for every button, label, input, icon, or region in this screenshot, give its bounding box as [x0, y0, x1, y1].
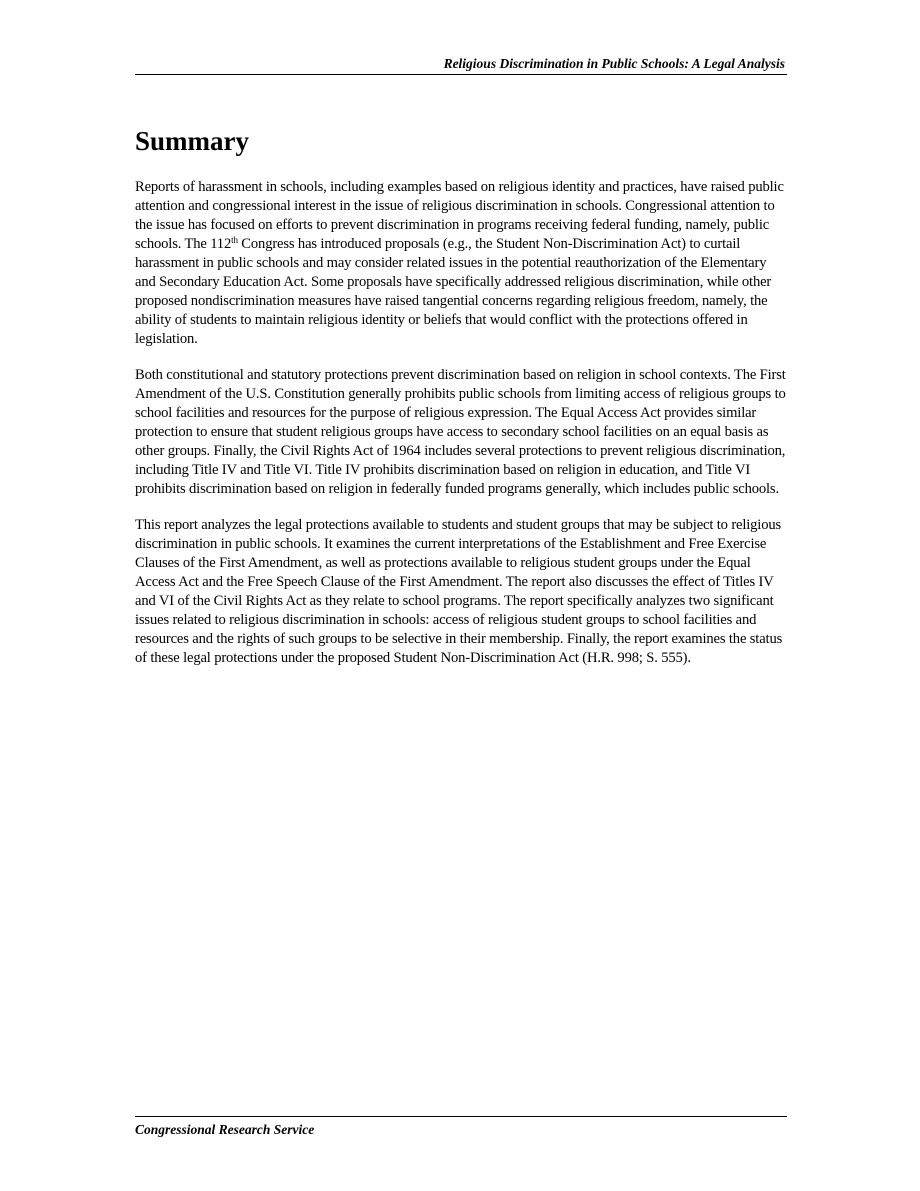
summary-paragraph-3: This report analyzes the legal protections available to students and student groups that may be subject to religious discrimination in public schools. It examines the current interpretations of the Establishment and Free Exercise Clauses of the First Amendment, as well as protections available to religious student groups under the Equal Access Act and the Free Speech Clause of the First Amendment. The report also discusses the effect of Titles IV and VI of the Civil Rights Act as they relate to school programs. The report specifically analyzes two significant issues related to religious discrimination in schools: access of religious student groups to school facilities and resources and the rights of such groups to be selective in their membership. Finally, the report examines the status of these legal protections under the proposed Student Non-Discrimination Act (H.R. 998; S. 555).	[135, 517, 783, 666]
summary-paragraph-1	[135, 178, 787, 349]
ordinal-superscript: th	[231, 235, 238, 245]
page-footer	[135, 1116, 787, 1139]
paragraph-1-text-end: Congress has introduced proposals (e.g., the Student Non-Discrimination Act) to curtail harassment in public schools and may consider related issues in the potential reauthorization of the Elementary and Secondary Education Act. Some proposals have specifically addressed religious discrimination, while other proposed nondiscrimination measures have raised tangential concerns regarding religious freedom, namely, the ability of students to maintain religious identity or beliefs that would conflict with the protections offered in legislation.	[135, 236, 772, 347]
footer-source: Congressional Research Service	[135, 1122, 315, 1137]
summary-paragraph-2: Both constitutional and statutory protections prevent discrimination based on religion in school contexts. The First Amendment of the U.S. Constitution generally prohibits public schools from limiting access of religious groups to school facilities and resources for the purpose of religious expression. The Equal Access Act provides similar protection to ensure that student religious groups have access to secondary school facilities on an equal basis as other groups. Finally, the Civil Rights Act of 1964 includes several protections to prevent religious discrimination, including Title IV and Title VI. Title IV prohibits discrimination based on religion in education, and Title VI prohibits discrimination based on religion in federally funded programs generally, which includes public schools.	[135, 367, 786, 497]
running-title: Religious Discrimination in Public Schools: A Legal Analysis	[443, 56, 785, 71]
section-heading: Summary	[135, 126, 249, 156]
page-header	[135, 55, 787, 75]
paragraph-1-text-start: Reports of harassment in schools, including examples based on religious identity and practices, have raised public attention and congressional interest in the issue of religious discrimination in schools. Congressional attention to the issue has focused on efforts to prevent discrimination in programs receiving federal funding, namely, public schools. The 112	[135, 179, 784, 252]
summary-body	[135, 178, 787, 685]
